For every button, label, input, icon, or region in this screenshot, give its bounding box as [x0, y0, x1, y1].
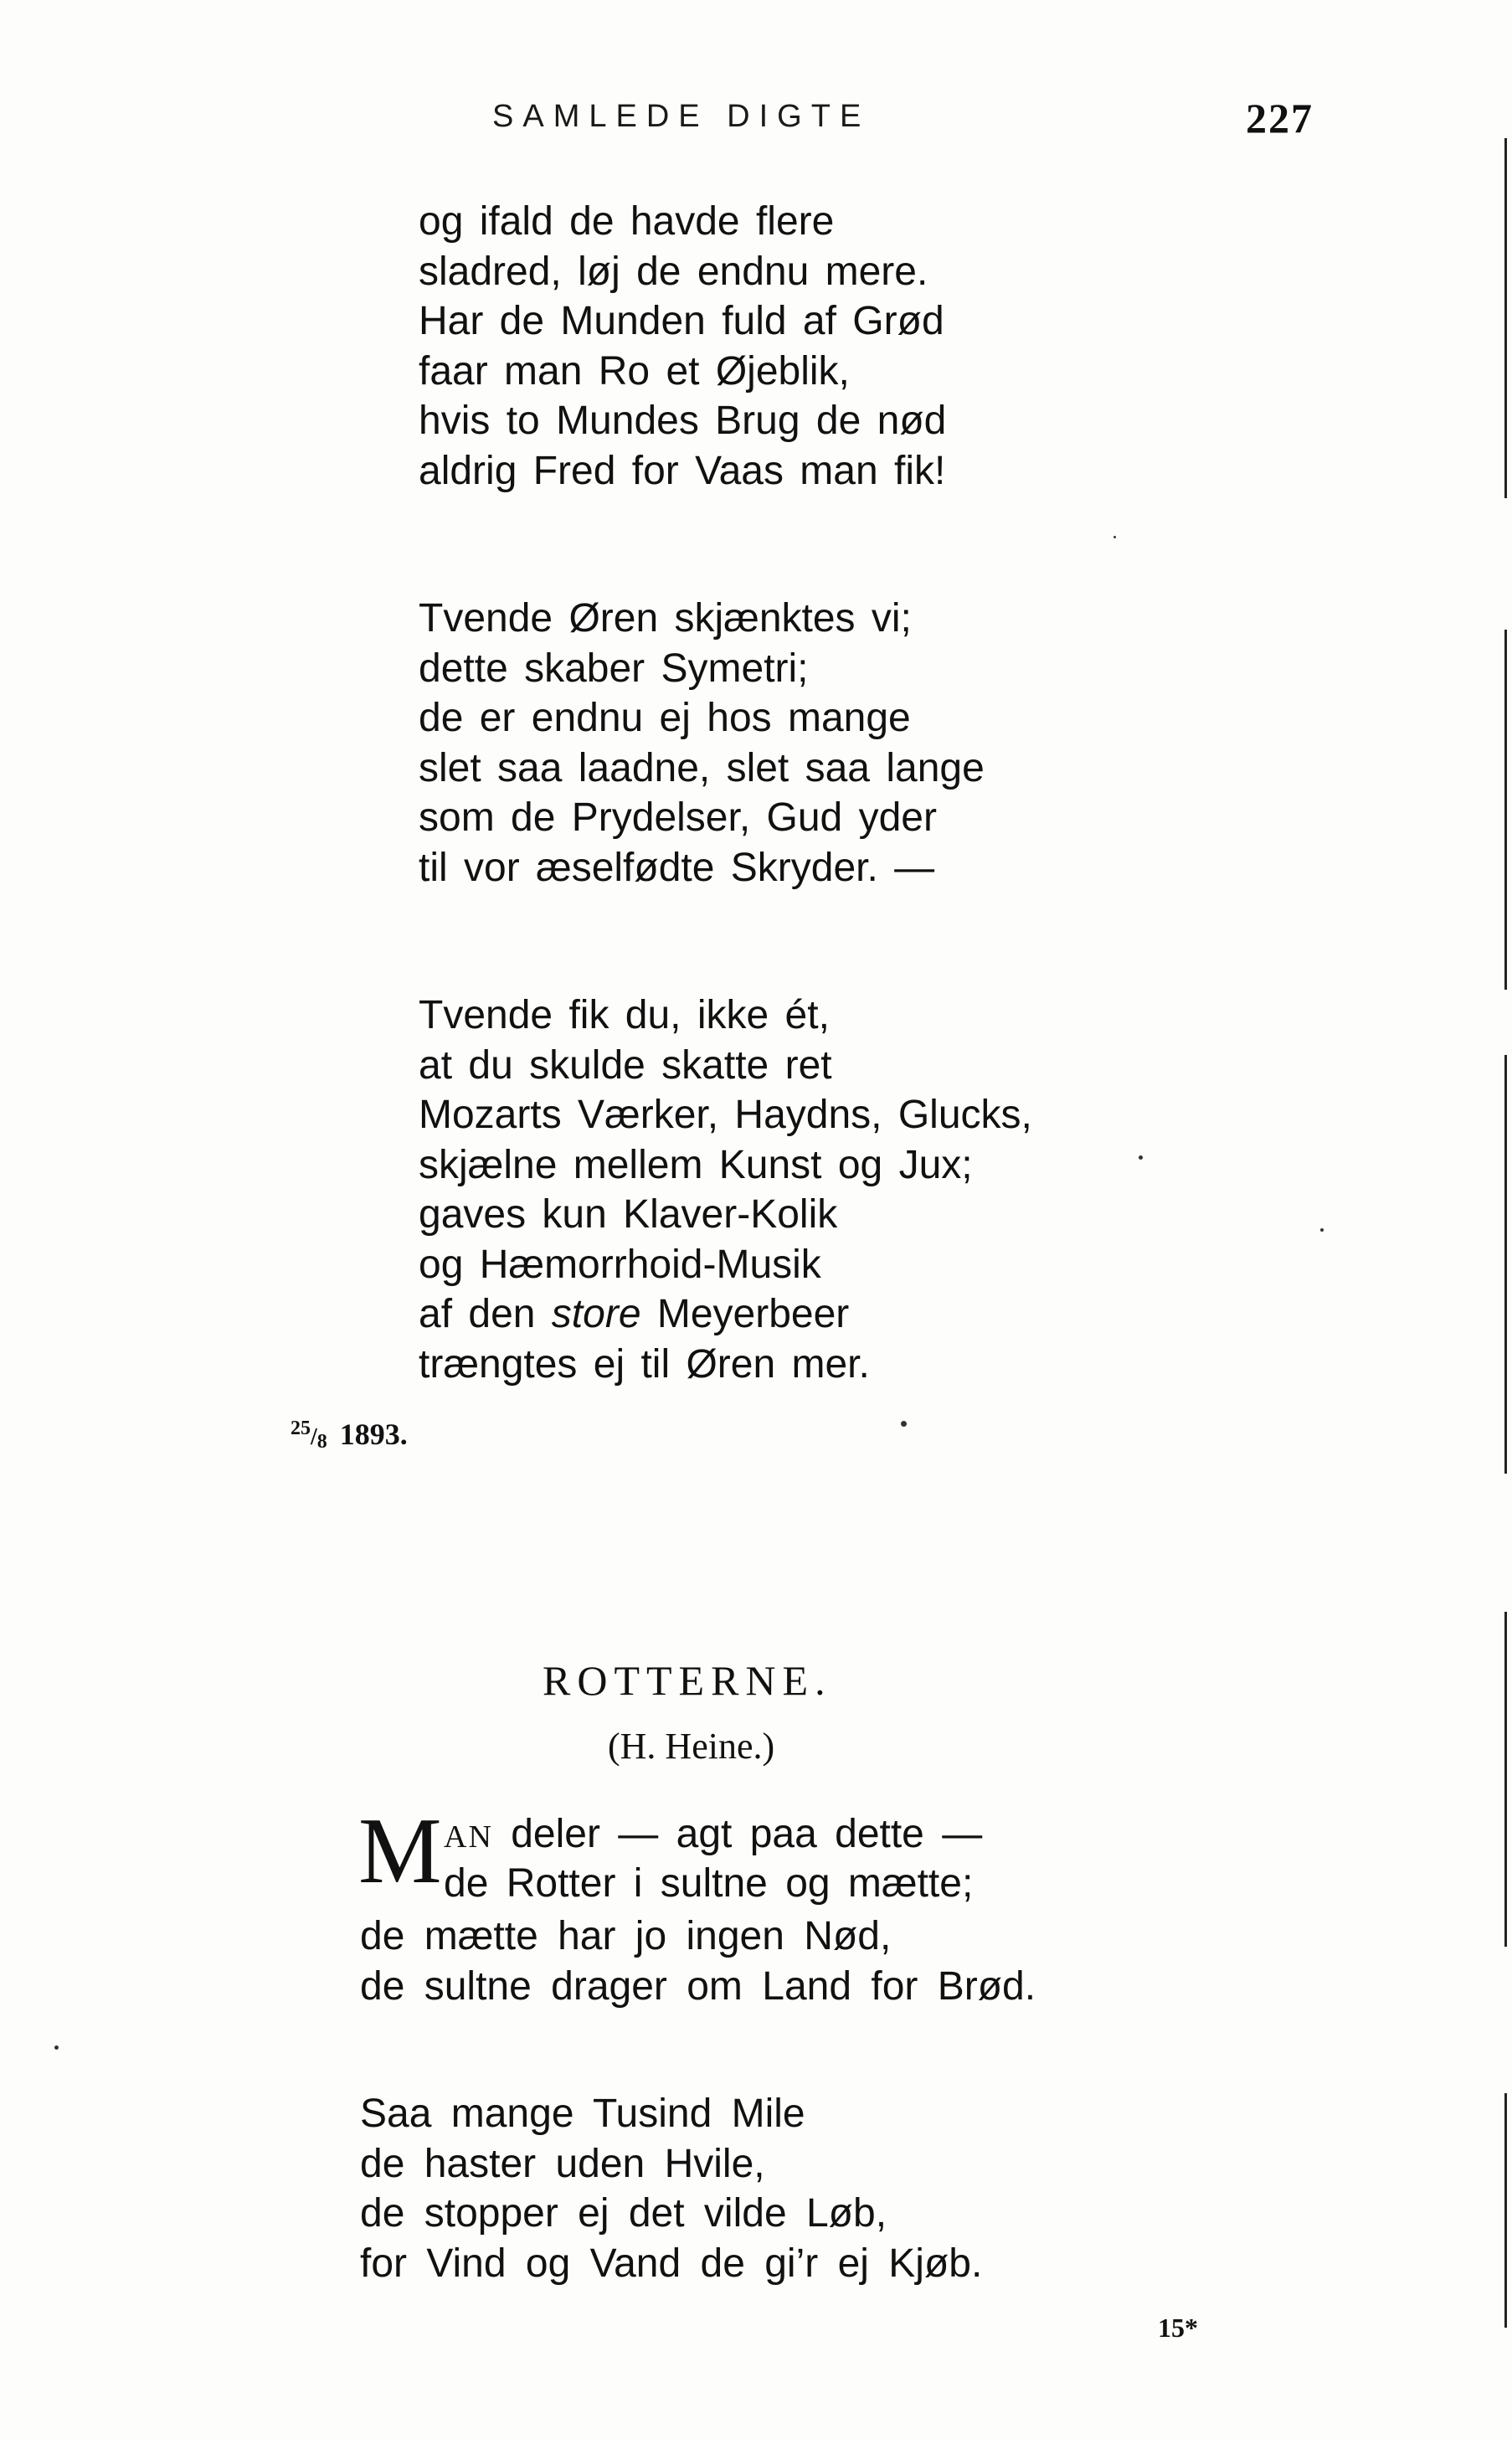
verse-line: Saa mange Tusind Mile: [360, 2092, 805, 2136]
date-month: 8: [316, 1431, 327, 1453]
verse-line: faar man Ro et Øjeblik,: [419, 348, 850, 394]
verse-line: som de Prydelser, Gud yder: [419, 795, 937, 840]
ink-speck: [54, 2045, 59, 2050]
verse-line: de haster uden Hvile,: [360, 2141, 765, 2186]
ink-speck: [1139, 1155, 1143, 1160]
verse-line: [419, 1289, 1032, 1340]
verse-text: deler — agt paa dette —: [492, 1812, 983, 1856]
scan-edge-mark: [1504, 2093, 1507, 2328]
verse-line: de sultne drager om Land for Brød.: [360, 1963, 1036, 2009]
ink-speck: [1113, 536, 1116, 538]
verse-line: Har de Munden fuld af Grød: [419, 299, 944, 343]
date-day: 25: [291, 1418, 311, 1439]
running-head: SAMLEDE DIGTE: [492, 99, 871, 134]
verse-line: trængtes ej til Øren mer.: [419, 1341, 870, 1387]
verse-line: Tvende fik du, ikke ét,: [419, 993, 830, 1037]
verse-line: aldrig Fred for Vaas man fik!: [419, 448, 946, 493]
verse-line: Tvende Øren skjænktes vi;: [419, 596, 912, 641]
date-year: 1893.: [339, 1418, 408, 1451]
poem1-stanza-1: [419, 197, 946, 496]
italic-word: store: [551, 1292, 641, 1336]
scan-edge-mark: [1504, 630, 1507, 990]
verse-line: de er endnu ej hos mange: [419, 696, 911, 740]
poem-subtitle: (H. Heine.): [608, 1726, 775, 1767]
verse-text: Meyerbeer: [640, 1292, 850, 1336]
verse-line: til vor æselfødte Skryder. —: [419, 845, 935, 890]
scan-edge-mark: [1504, 1612, 1507, 1947]
scan-edge-mark: [1504, 1055, 1507, 1474]
poem2-stanza-2: [360, 2089, 982, 2288]
verse-line: og Hæmorrhoid-Musik: [419, 1242, 821, 1287]
verse-line: for Vind og Vand de gi’r ej Kjøb.: [360, 2241, 983, 2286]
verse-line: sladred, løj de endnu mere.: [419, 249, 928, 294]
date-slash: /: [311, 1424, 317, 1450]
verse-line: og ifald de havde flere: [419, 199, 835, 244]
small-caps-text: AN: [444, 1819, 493, 1855]
verse-line: de mætte har jo ingen Nød,: [360, 1914, 892, 1958]
ink-speck: [1320, 1228, 1324, 1232]
poem2-stanza-1-rest: [360, 1912, 1036, 2011]
page-number: 227: [1246, 95, 1314, 142]
verse-line: slet saa laadne, slet saa lange: [419, 745, 985, 790]
verse-line: skjælne mellem Kunst og Jux;: [419, 1142, 973, 1187]
poem1-stanza-2: [419, 594, 985, 893]
poem1-stanza-3: [419, 991, 1032, 1389]
ink-speck: [901, 1421, 907, 1427]
verse-line: [444, 1811, 982, 1857]
verse-line: hvis to Mundes Brug de nød: [419, 399, 947, 443]
poem-title: ROTTERNE.: [543, 1657, 832, 1704]
printer-signature: 15*: [1158, 2313, 1198, 2343]
verse-text: af den: [419, 1292, 552, 1336]
verse-line: de stopper ej det vilde Løb,: [360, 2191, 887, 2236]
drop-cap: M: [358, 1799, 442, 1903]
verse-line: de Rotter i sultne og mætte;: [444, 1861, 974, 1906]
verse-line: dette skaber Symetri;: [419, 646, 809, 691]
poem-date: [291, 1417, 408, 1454]
scan-edge-mark: [1504, 138, 1507, 498]
verse-line: gaves kun Klaver-Kolik: [419, 1192, 838, 1237]
verse-line: Mozarts Værker, Haydns, Glucks,: [419, 1093, 1032, 1137]
verse-line: at du skulde skatte ret: [419, 1042, 832, 1088]
